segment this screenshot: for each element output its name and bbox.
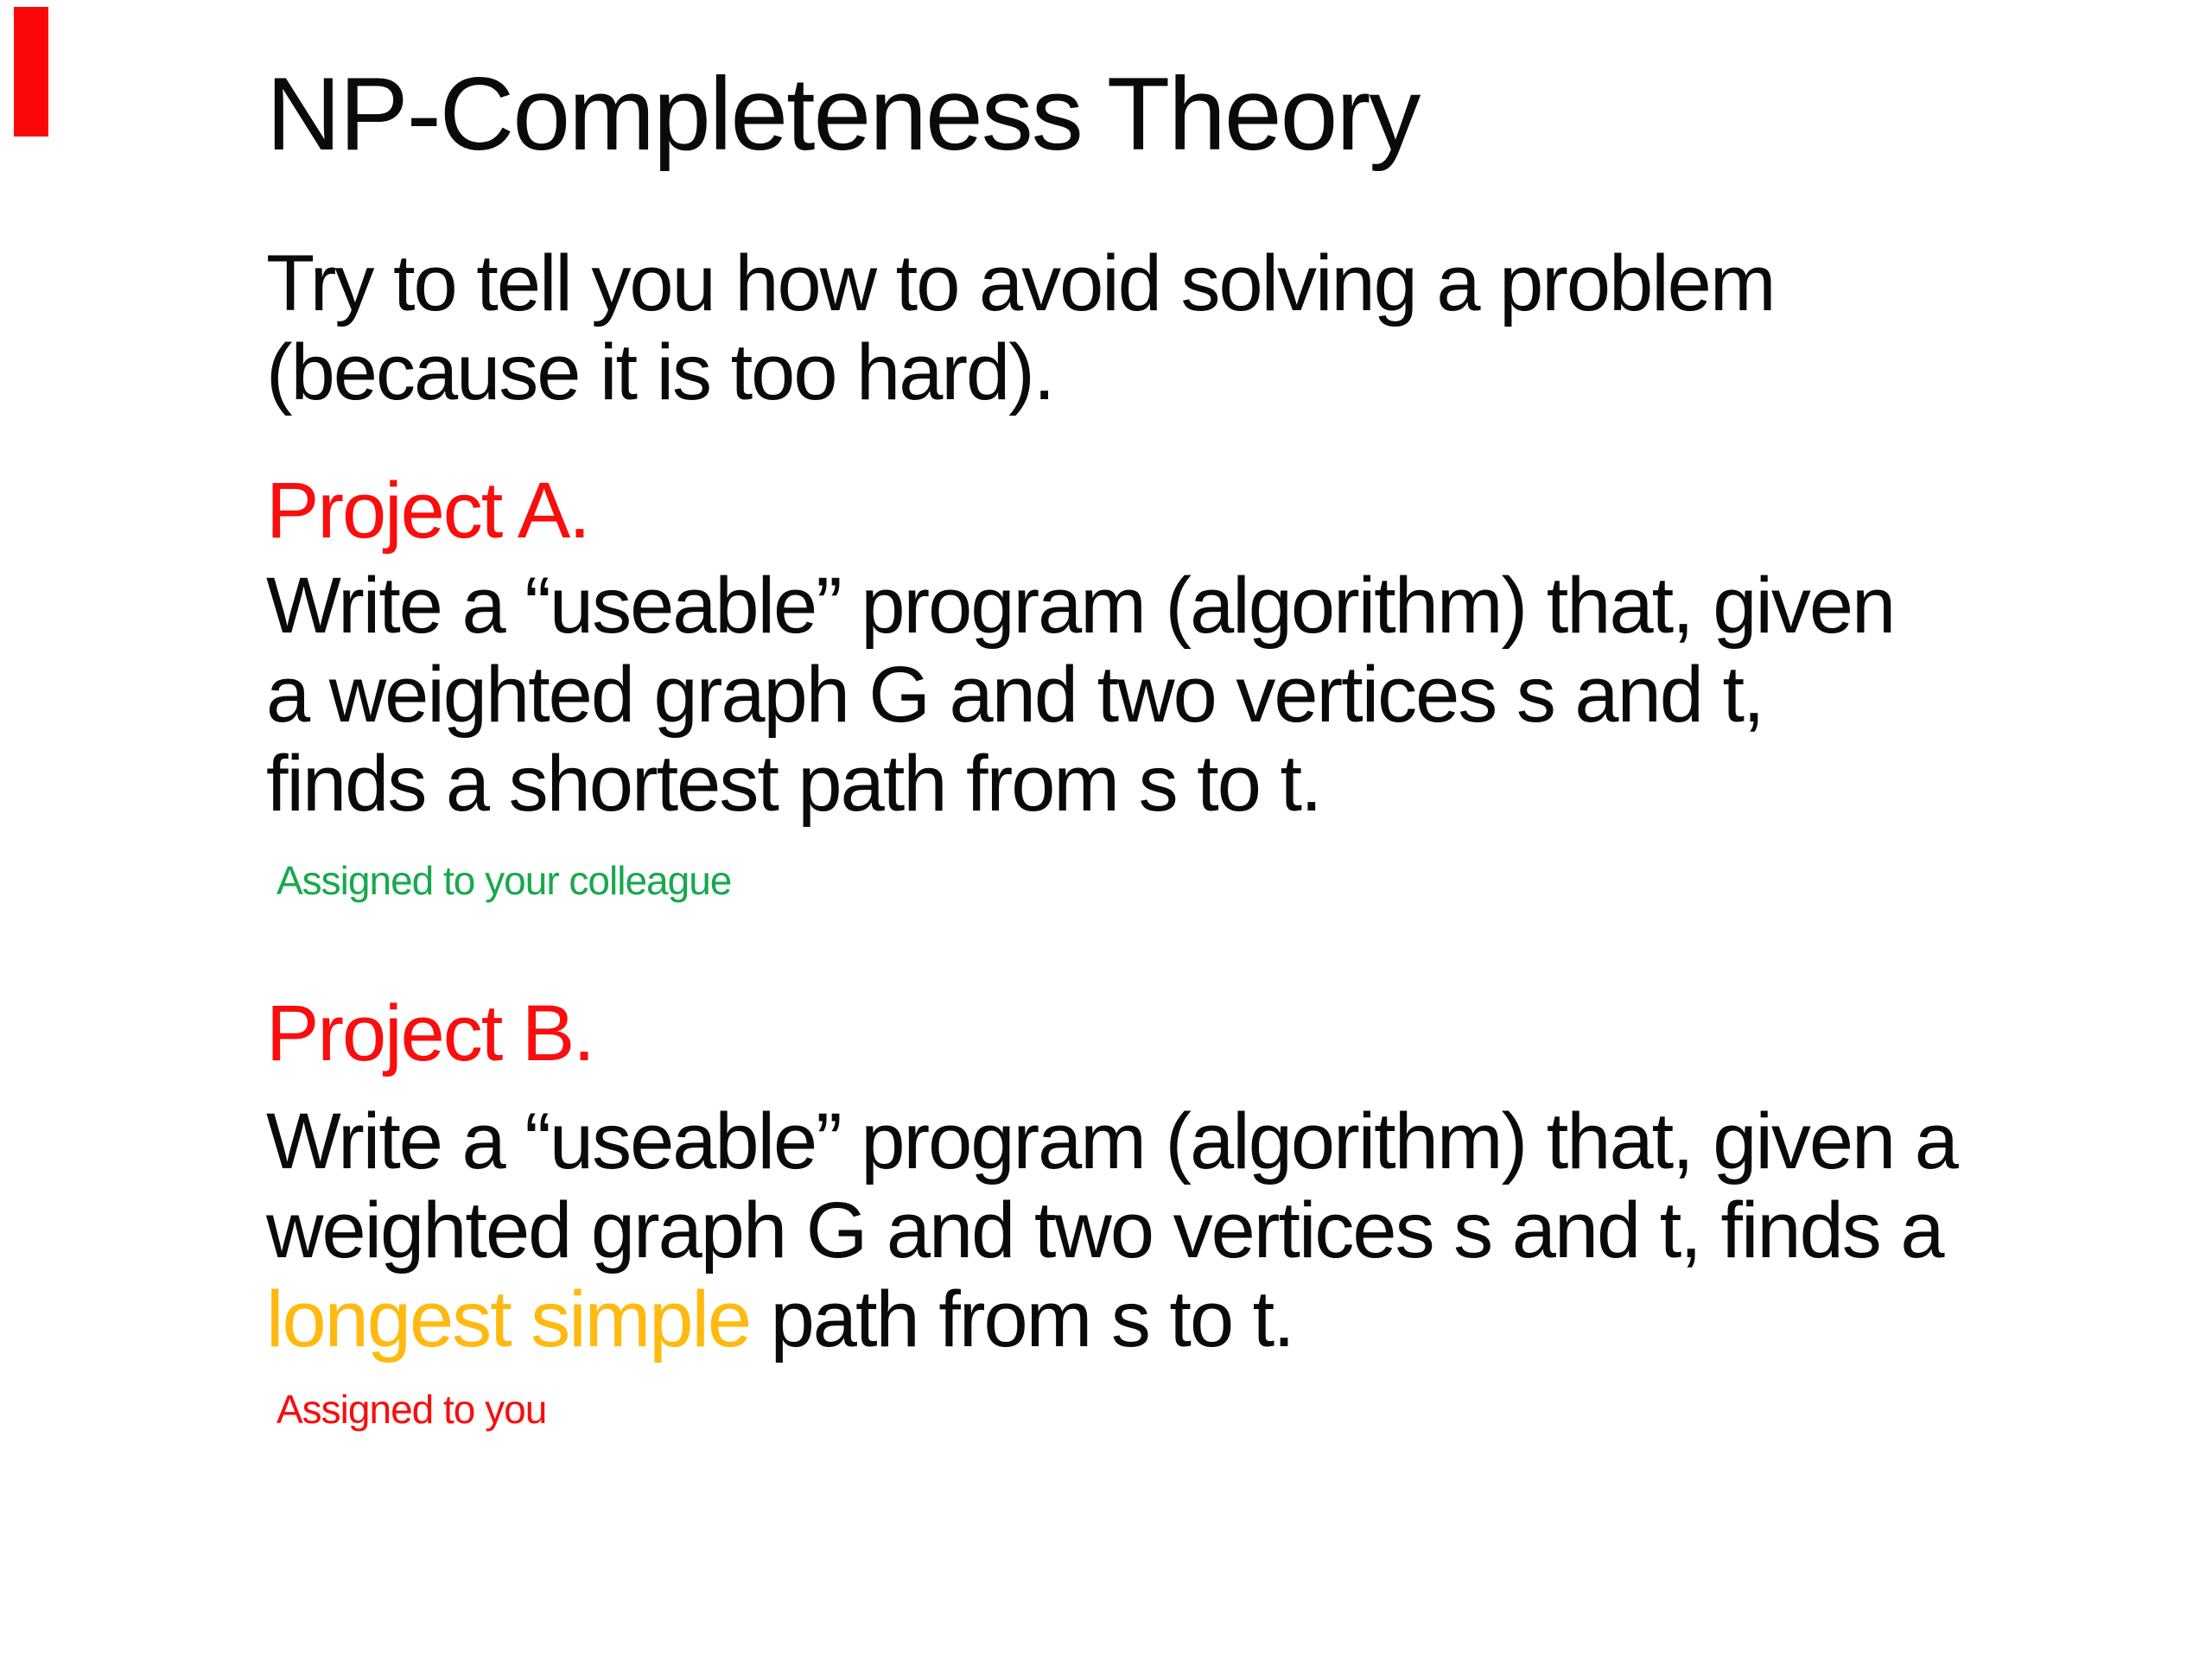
- intro-paragraph: [266, 239, 1774, 417]
- project-b-line-3-rest: path from s to t.: [750, 1275, 1294, 1363]
- intro-line-1: Try to tell you how to avoid solving a problem: [266, 239, 1775, 327]
- project-a-assignment-note: Assigned to your colleague: [276, 858, 732, 903]
- project-a-line-1: Write a “useable” program (algorithm) that, given: [266, 562, 1895, 650]
- project-b-assignment-note: Assigned to you: [276, 1387, 547, 1432]
- longest-simple-highlight: longest simple: [266, 1275, 751, 1363]
- page-title: NP-Completeness Theory: [266, 56, 1420, 172]
- red-marker-bar: [14, 7, 48, 137]
- intro-line-2: (because it is too hard).: [266, 328, 1054, 416]
- project-b-line-1: Write a “useable” program (algorithm) that, given a: [266, 1097, 1957, 1185]
- project-a-heading: Project A.: [266, 467, 589, 555]
- project-a-line-3: finds a shortest path from s to t.: [266, 740, 1321, 828]
- project-a-paragraph: [266, 562, 1894, 829]
- project-b-line-3: [266, 1275, 1957, 1364]
- project-b-paragraph: [266, 1097, 1957, 1364]
- project-b-line-2: weighted graph G and two vertices s and t, finds a: [266, 1186, 1943, 1274]
- project-a-line-2: a weighted graph G and two vertices s and t,: [266, 651, 1764, 739]
- project-b-heading: Project B.: [266, 989, 594, 1077]
